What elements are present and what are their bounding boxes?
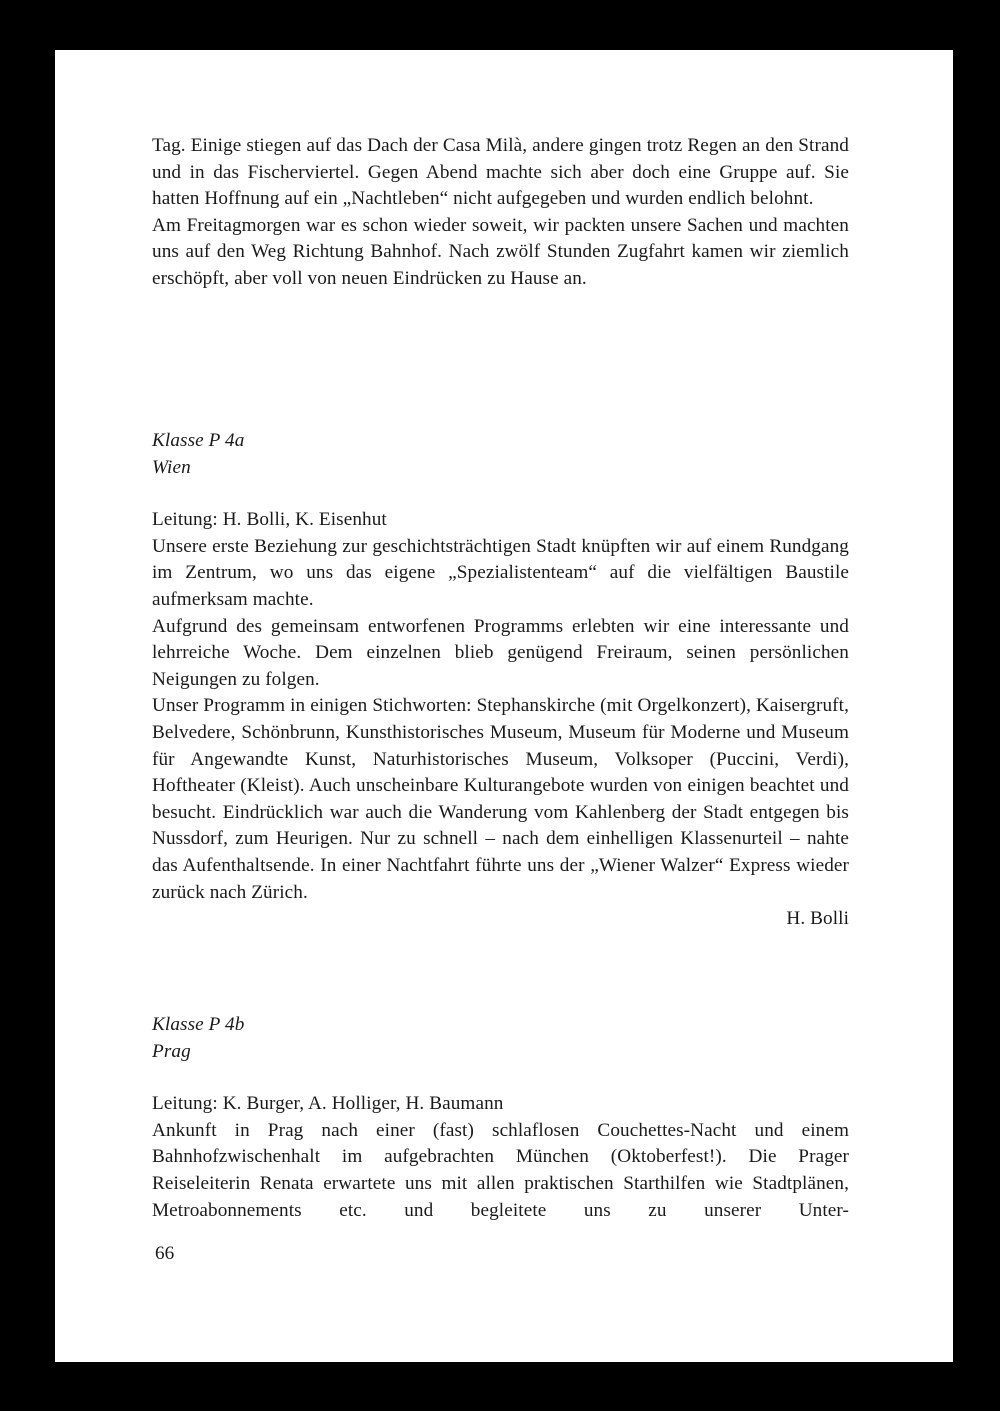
section-p4a-signature: H. Bolli: [786, 908, 849, 930]
intro-paragraph-1: Tag. Einige stiegen auf das Dach der Casa Milà, andere gingen trotz Regen an den Strand und in das Fischerviertel. Gegen Abend machte sich aber doch eine Gruppe auf. Sie hatten Hoffnung auf ein „Nachtleben“ nicht aufgegeben und wurden endlich belohnt.: [152, 135, 849, 210]
section-p4b-destination: Prag: [152, 1040, 191, 1062]
section-p4a-paragraph-3: Unser Programm in einigen Stichworten: Stephanskirche (mit Orgelkonzert), Kaisergruft, Belvedere, Schönbrunn, Kunsthistorisches Museum, Museum für Moderne und Museum für Angewandte Kunst, Naturhistorisches Museum, Volksoper (Puccini, Verdi), Hoftheater (Kleist). Auch unscheinbare Kulturangebote wurden von einigen beachtet und besucht. Eindrücklich war auch die Wanderung vom Kahlenberg der Stadt entgegen bis Nussdorf, zum Heurigen. Nur zu schnell – nach dem einhelligen Klassenurteil – nahte das Aufenthaltsende. In einer Nachtfahrt führte uns der „Wiener Walzer“ Express wieder zurück nach Zürich.: [152, 695, 849, 903]
intro-paragraph-2: Am Freitagmorgen war es schon wieder soweit, wir packten unsere Sachen und machten uns auf den Weg Richtung Bahnhof. Nach zwölf Stunden Zugfahrt kamen wir ziemlich erschöpft, aber voll von neuen Eindrücken zu Hause an.: [152, 214, 849, 289]
section-p4a: [152, 428, 849, 933]
page-number: 66: [155, 1243, 175, 1264]
section-p4a-destination: Wien: [152, 456, 191, 478]
section-p4b-leitung: Leitung: K. Burger, A. Holliger, H. Baumann: [152, 1093, 504, 1115]
document-page: [55, 50, 953, 1362]
section-p4a-leitung: Leitung: H. Bolli, K. Eisenhut: [152, 509, 387, 531]
section-p4a-paragraph-1: Unsere erste Beziehung zur geschichtsträchtigen Stadt knüpften wir auf einem Rundgang im Zentrum, wo uns das eigene „Spezialistenteam“ auf die vielfältigen Baustile aufmerksam machte.: [152, 535, 849, 610]
intro-text: [152, 133, 849, 293]
section-p4a-paragraph-2: Aufgrund des gemeinsam entworfenen Programms erlebten wir eine interessante und lehrreiche Woche. Dem einzelnen blieb genügend Freiraum, seinen persönlichen Neigungen zu folgen.: [152, 615, 849, 690]
section-p4b-paragraph-1: Ankunft in Prag nach einer (fast) schlaflosen Couchettes-Nacht und einem Bahnhofzwischenhalt im aufgebrachten München (Oktoberfest!). Die Prager Reiseleiterin Renata erwartete uns mit allen praktischen Starthilfen wie Stadtplänen, Metroabonnements etc. und begleitete uns zu unserer Unter-: [152, 1119, 849, 1221]
section-p4b: [152, 1012, 849, 1224]
section-p4b-class-label: Klasse P 4b: [152, 1014, 245, 1035]
section-p4a-class-label: Klasse P 4a: [152, 430, 245, 451]
